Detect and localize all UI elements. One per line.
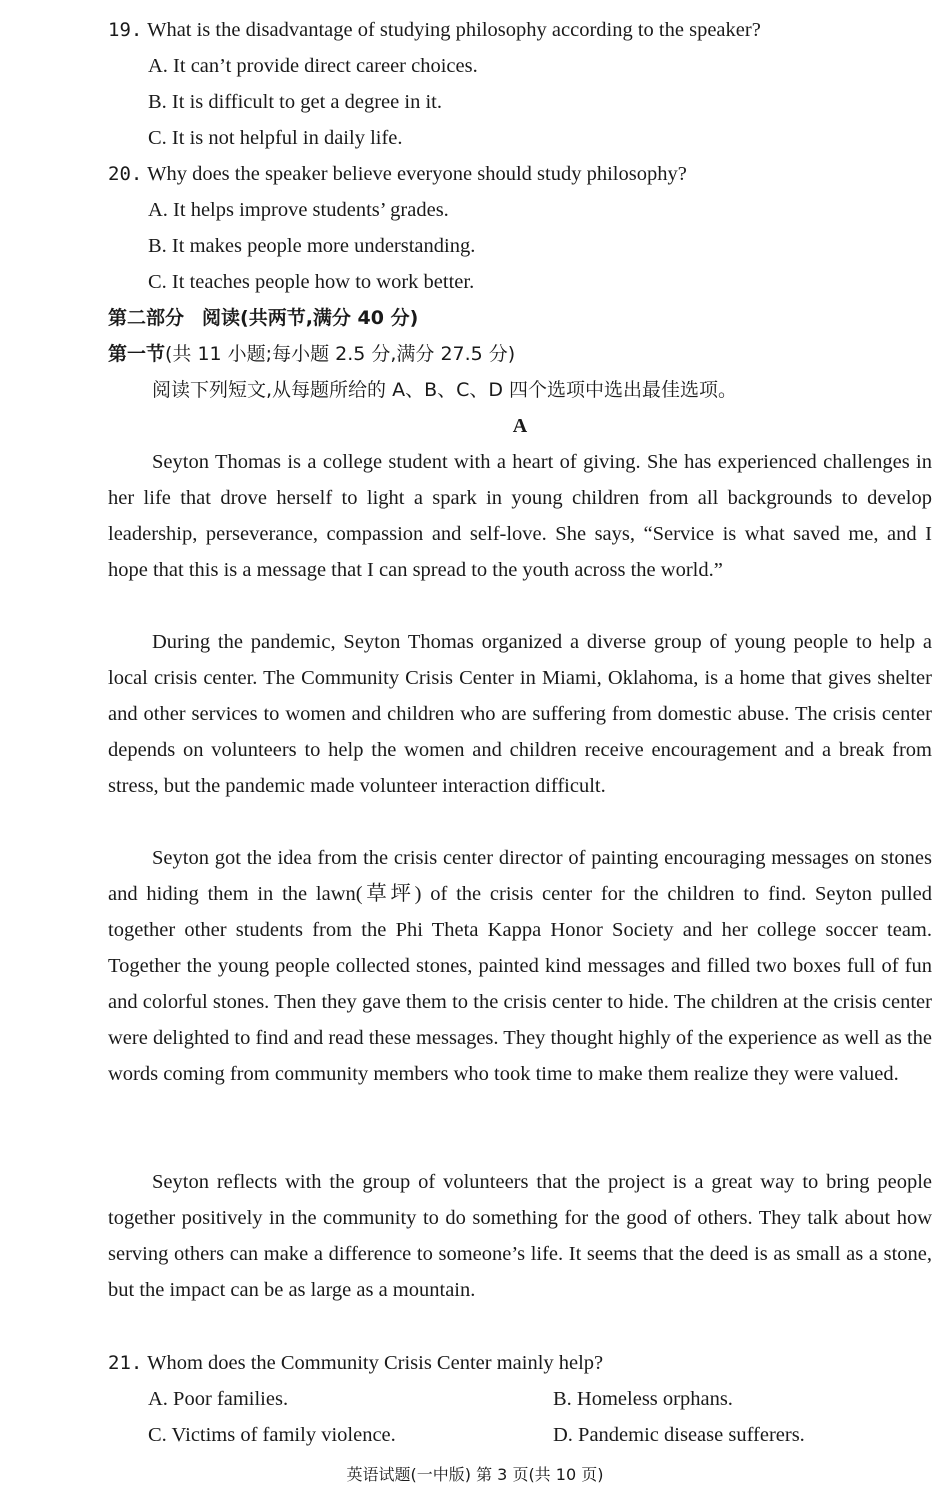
question-19-option-b: B. It is difficult to get a degree in it.	[148, 91, 442, 113]
question-21-option-d: D. Pandemic disease sufferers.	[553, 1424, 805, 1446]
question-19-stem	[108, 12, 761, 48]
question-21-stem	[108, 1345, 603, 1381]
question-number: 20.	[108, 163, 143, 185]
section-1-detail: (共 11 小题;每小题 2.5 分,满分 27.5 分)	[165, 343, 516, 365]
question-20-option-b: B. It makes people more understanding.	[148, 235, 476, 257]
question-text: Whom does the Community Crisis Center mainly help?	[147, 1352, 604, 1374]
section-1-title: 第一节	[108, 343, 166, 365]
part-2-detail: 阅读(共两节,满分 40 分)	[202, 307, 419, 329]
passage-paragraph-1: Seyton Thomas is a college student with a heart of giving. She has experienced challenges in her life that drove herself to light a spark in young children from all backgrounds to develop leadership, perseverance, compassion and self-love. She says, “Service is what saved me, and I hope that this is a message that I can spread to the youth across the world.”	[108, 451, 932, 581]
question-20-stem	[108, 156, 687, 192]
passage-paragraph-3: Seyton got the idea from the crisis center director of painting encouraging messages on stones and hiding them in the lawn(草坪) of the crisis center for the children to find. Seyton pulled together other students from the Phi Theta Kappa Honor Society and her college soccer team. Together the young people collected stones, painted kind messages and filled two boxes full of fun and colorful stones. Then they gave them to the crisis center to hide. The children at the crisis center were delighted to find and read these messages. They thought highly of the experience as well as the words coming from community members who took time to make them realize they were valued.	[108, 847, 932, 1085]
question-number: 21.	[108, 1352, 143, 1374]
section-1-heading	[108, 336, 515, 372]
question-text: What is the disadvantage of studying philosophy according to the speaker?	[147, 19, 761, 41]
question-20-option-a: A. It helps improve students’ grades.	[148, 199, 449, 221]
question-19-option-a: A. It can’t provide direct career choices.	[148, 55, 478, 77]
reading-instruction: 阅读下列短文,从每题所给的 A、B、C、D 四个选项中选出最佳选项。	[152, 379, 738, 401]
passage-paragraph-2: During the pandemic, Seyton Thomas organized a diverse group of young people to help a local crisis center. The Community Crisis Center in Miami, Oklahoma, is a home that gives shelter and other services to women and children who are suffering from domestic abuse. The crisis center depends on volunteers to help the women and children receive encouragement and a break from stress, but the pandemic made volunteer interaction difficult.	[108, 631, 932, 797]
part-2-title: 第二部分	[108, 307, 185, 329]
question-21-option-a: A. Poor families.	[148, 1388, 289, 1410]
part-2-heading	[108, 300, 418, 336]
passage-title: A	[512, 415, 528, 437]
passage-paragraph-4: Seyton reflects with the group of volunteers that the project is a great way to bring people together positively in the community to do something for the good of others. They talk about how serving others can make a difference to someone’s life. It seems that the deed is as small as a stone, but the impact can be as large as a mountain.	[108, 1171, 932, 1301]
question-21-option-b: B. Homeless orphans.	[553, 1388, 733, 1410]
question-number: 19.	[108, 19, 143, 41]
question-text: Why does the speaker believe everyone should study philosophy?	[147, 163, 687, 185]
question-20-option-c: C. It teaches people how to work better.	[148, 271, 475, 293]
question-21-option-c: C. Victims of family violence.	[148, 1424, 396, 1446]
question-19-option-c: C. It is not helpful in daily life.	[148, 127, 403, 149]
page-footer: 英语试题(一中版) 第 3 页(共 10 页)	[346, 1465, 604, 1484]
